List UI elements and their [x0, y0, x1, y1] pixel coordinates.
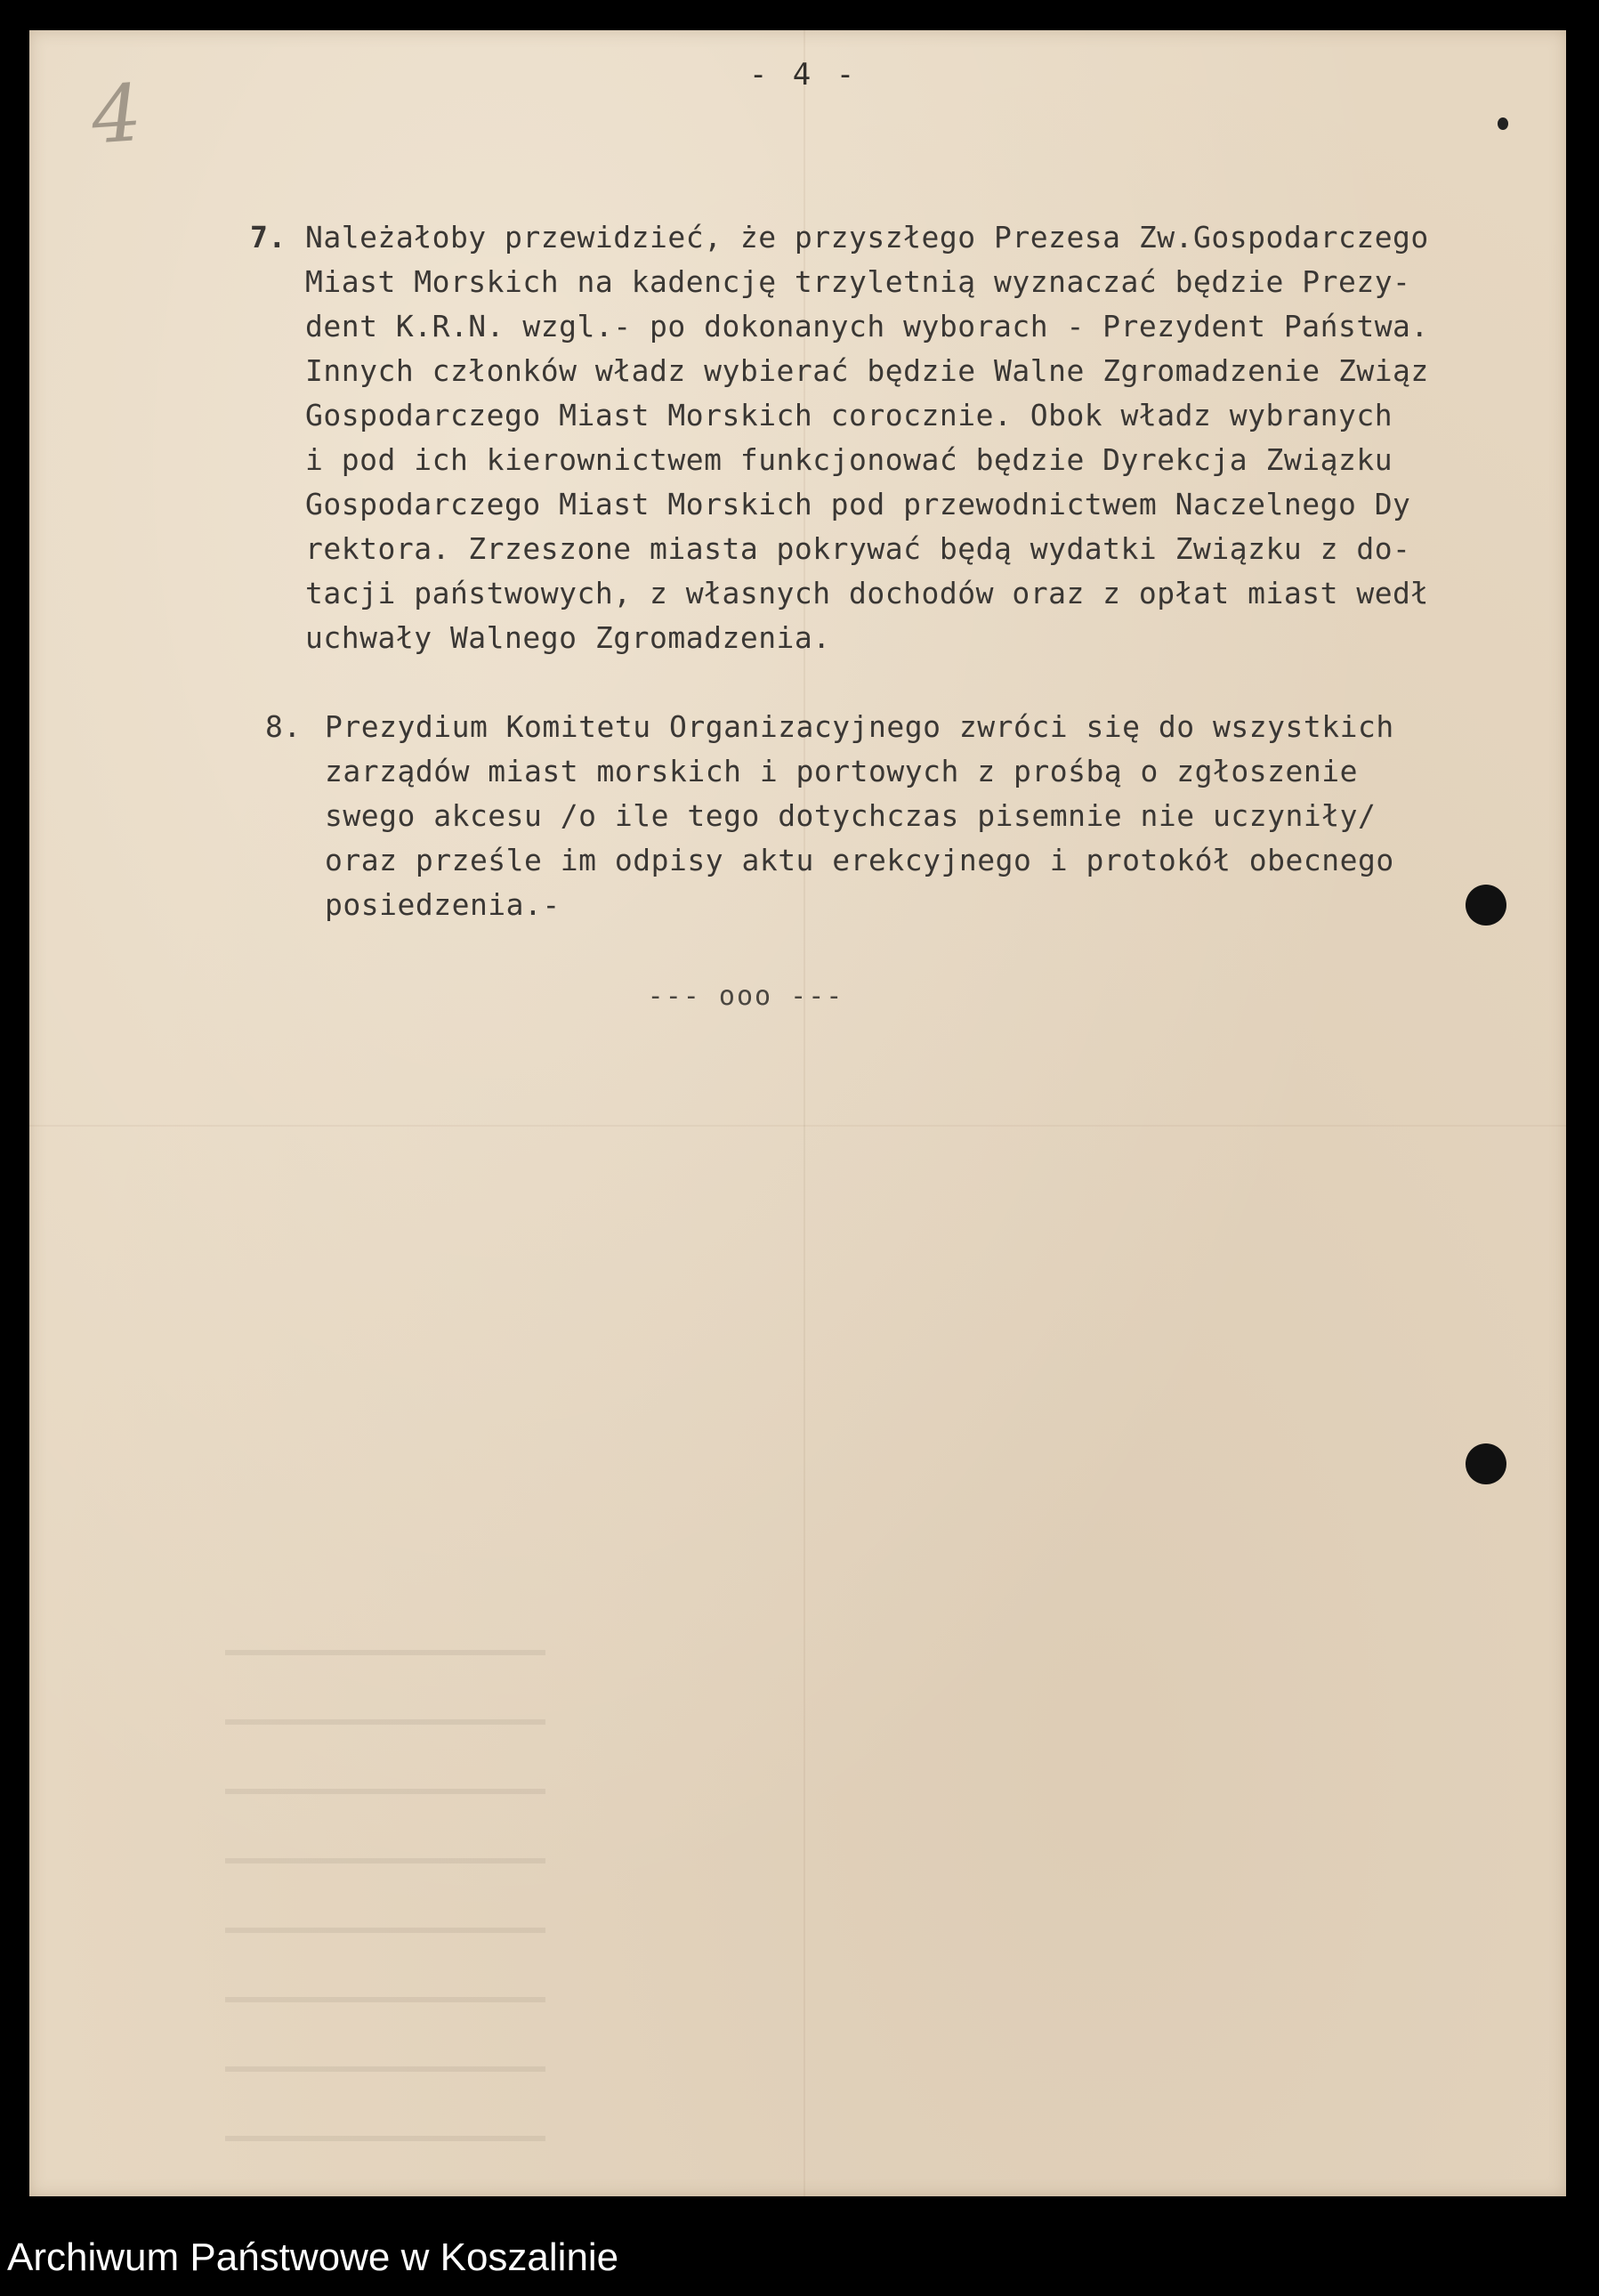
- item-8-line: zarządów miast morskich i portowych z prośbą o zgłoszenie: [325, 754, 1358, 788]
- item-8-line: posiedzenia.-: [325, 887, 561, 922]
- item-7-line: Innych członków władz wybierać będzie Walne Zgromadzenie Związ: [305, 353, 1429, 388]
- faded-bleed-through-text: [225, 1650, 545, 2184]
- item-8-number: 8.: [265, 709, 302, 744]
- item-7-line: dent K.R.N. wzgl.- po dokonanych wyborach - Prezydent Państwa.: [305, 309, 1429, 344]
- item-7-line: Miast Morskich na kadencję trzyletnią wyznaczać będzie Prezy-: [305, 264, 1411, 299]
- ink-dot: [1498, 117, 1508, 130]
- archive-label: Archiwum Państwowe w Koszalinie: [7, 2235, 619, 2279]
- punch-hole: [1466, 885, 1506, 926]
- item-7-line: uchwały Walnego Zgromadzenia.: [305, 620, 831, 655]
- item-7-line: Gospodarczego Miast Morskich corocznie. Obok władz wybranych: [305, 398, 1393, 433]
- item-8-line: Prezydium Komitetu Organizacyjnego zwróci się do wszystkich: [325, 709, 1394, 744]
- item-7-line: rektora. Zrzeszone miasta pokrywać będą wydatki Związku z do-: [305, 531, 1411, 566]
- item-7-line: Gospodarczego Miast Morskich pod przewodnictwem Naczelnego Dy: [305, 487, 1411, 521]
- page-number: - 4 -: [748, 57, 859, 93]
- section-divider: --- ooo ---: [647, 981, 844, 1012]
- item-7-line: i pod ich kierownictwem funkcjonować będzie Dyrekcja Związku: [305, 442, 1393, 477]
- item-7-number: 7.: [250, 220, 287, 255]
- pencil-page-mark: 4: [88, 66, 145, 162]
- item-8-line: swego akcesu /o ile tego dotychczas pisemnie nie uczyniły/: [325, 798, 1377, 833]
- item-8-line: oraz prześle im odpisy aktu erekcyjnego i protokół obecnego: [325, 843, 1394, 877]
- archive-footer: [0, 2225, 1599, 2296]
- punch-hole: [1466, 1443, 1506, 1484]
- item-7-paragraph: [305, 215, 1498, 660]
- item-7-line: Należałoby przewidzieć, że przyszłego Prezesa Zw.Gospodarczego: [305, 220, 1429, 255]
- item-7-line: tacji państwowych, z własnych dochodów oraz z opłat miast wedł: [305, 576, 1429, 610]
- paper-fold-horizontal: [29, 1125, 1566, 1127]
- item-8-paragraph: [325, 705, 1482, 927]
- document-page: [29, 30, 1566, 2196]
